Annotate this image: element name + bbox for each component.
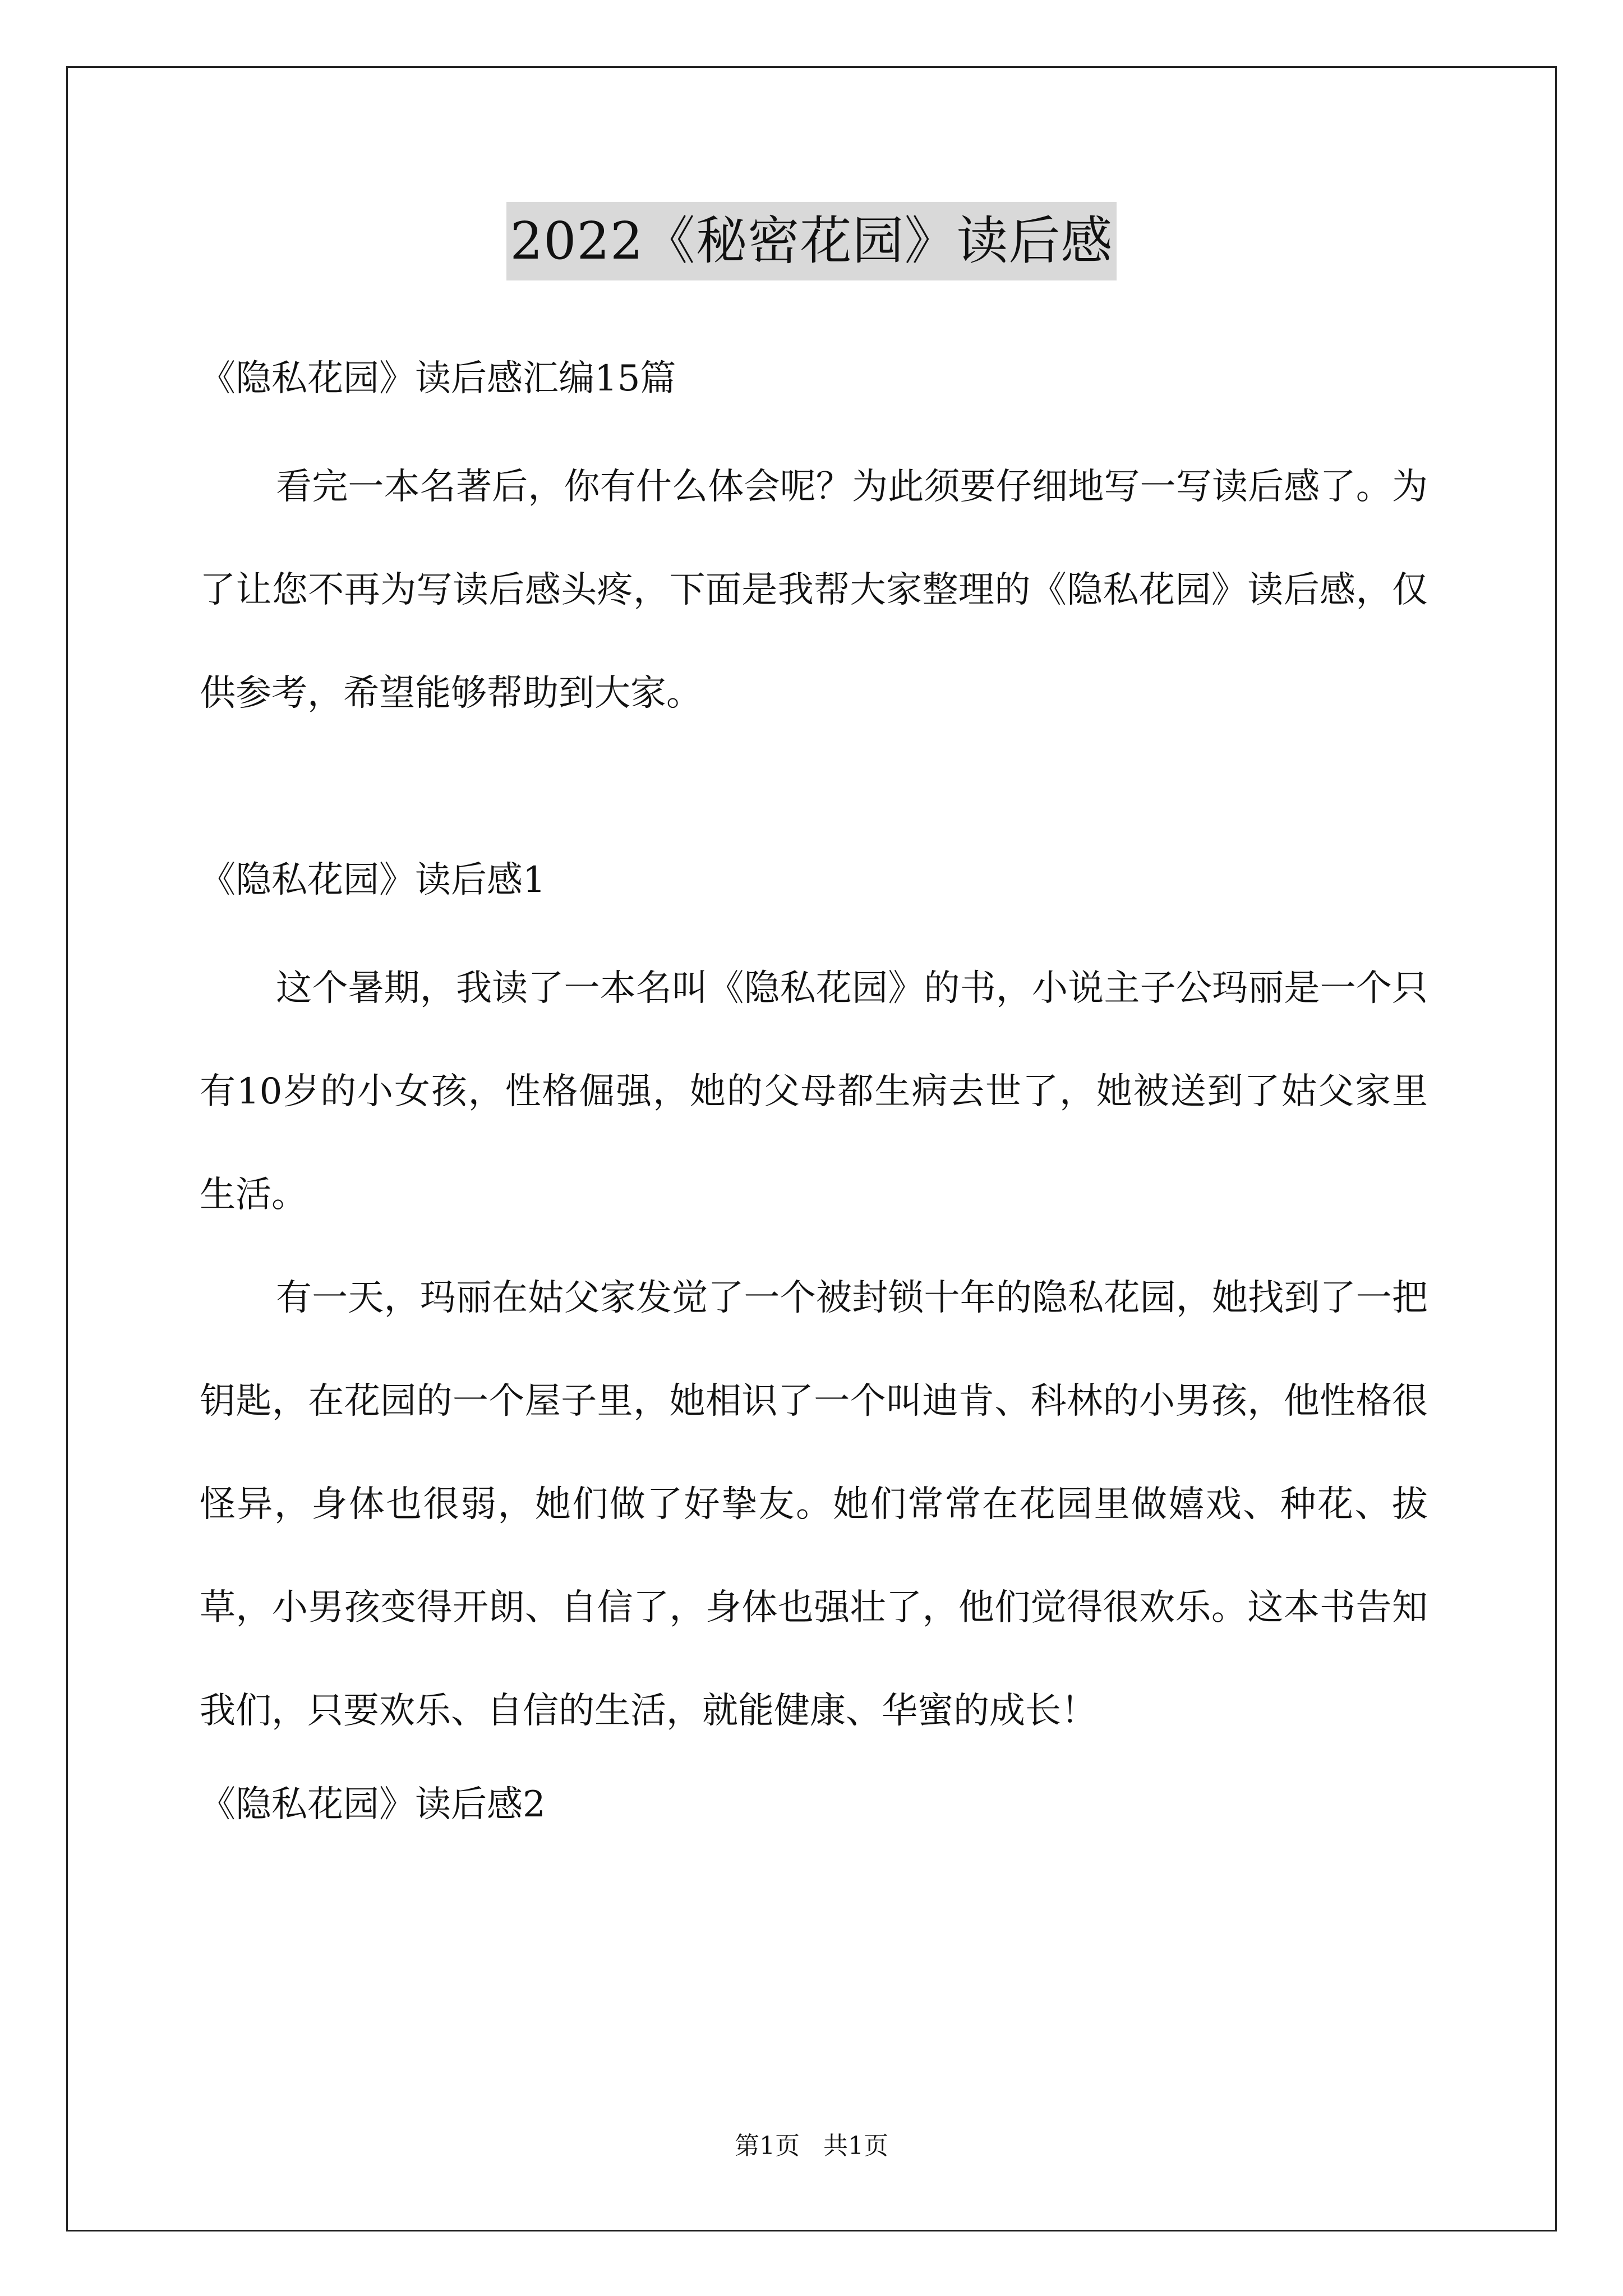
intro-paragraph: 看完一本名著后，你有什么体会呢？为此须要仔细地写一写读后感了。为了让您不再为写读后感头疼，下面是我帮大家整理的《隐私花园》读后感，仅供参考，希望能够帮助到大家。 bbox=[200, 466, 1428, 714]
section-heading-1: 《隐私花园》读后感1 bbox=[200, 859, 546, 901]
section-1-paragraph-1: 这个暑期，我读了一本名叫《隐私花园》的书，小说主子公玛丽是一个只有10岁的小女孩，性格倔强，她的父母都生病去世了，她被送到了姑父家里生活。 bbox=[200, 968, 1428, 1216]
page-total: 共1页 bbox=[823, 2132, 888, 2160]
document-title: 2022《秘密花园》读后感 bbox=[506, 202, 1116, 280]
title-container bbox=[0, 202, 1623, 280]
document-body bbox=[200, 337, 1428, 1830]
section-1-paragraph-2: 有一天，玛丽在姑父家发觉了一个被封锁十年的隐私花园，她找到了一把钥匙，在花园的一个屋子里，她相识了一个叫迪肯、科林的小男孩，他性格很怪异，身体也很弱，她们做了好挚友。她们常常在花园里做嬉戏、种花、拔草，小男孩变得开朗、自信了，身体也强壮了，他们觉得很欢乐。这本书告知我们，只要欢乐、自信的生活，就能健康、华蜜的成长！ bbox=[200, 1277, 1428, 1732]
collection-subtitle: 《隐私花园》读后感汇编15篇 bbox=[200, 358, 676, 399]
page-number: 第1页 bbox=[735, 2132, 800, 2160]
section-heading-2: 《隐私花园》读后感2 bbox=[200, 1784, 546, 1825]
page-footer bbox=[0, 2129, 1623, 2163]
